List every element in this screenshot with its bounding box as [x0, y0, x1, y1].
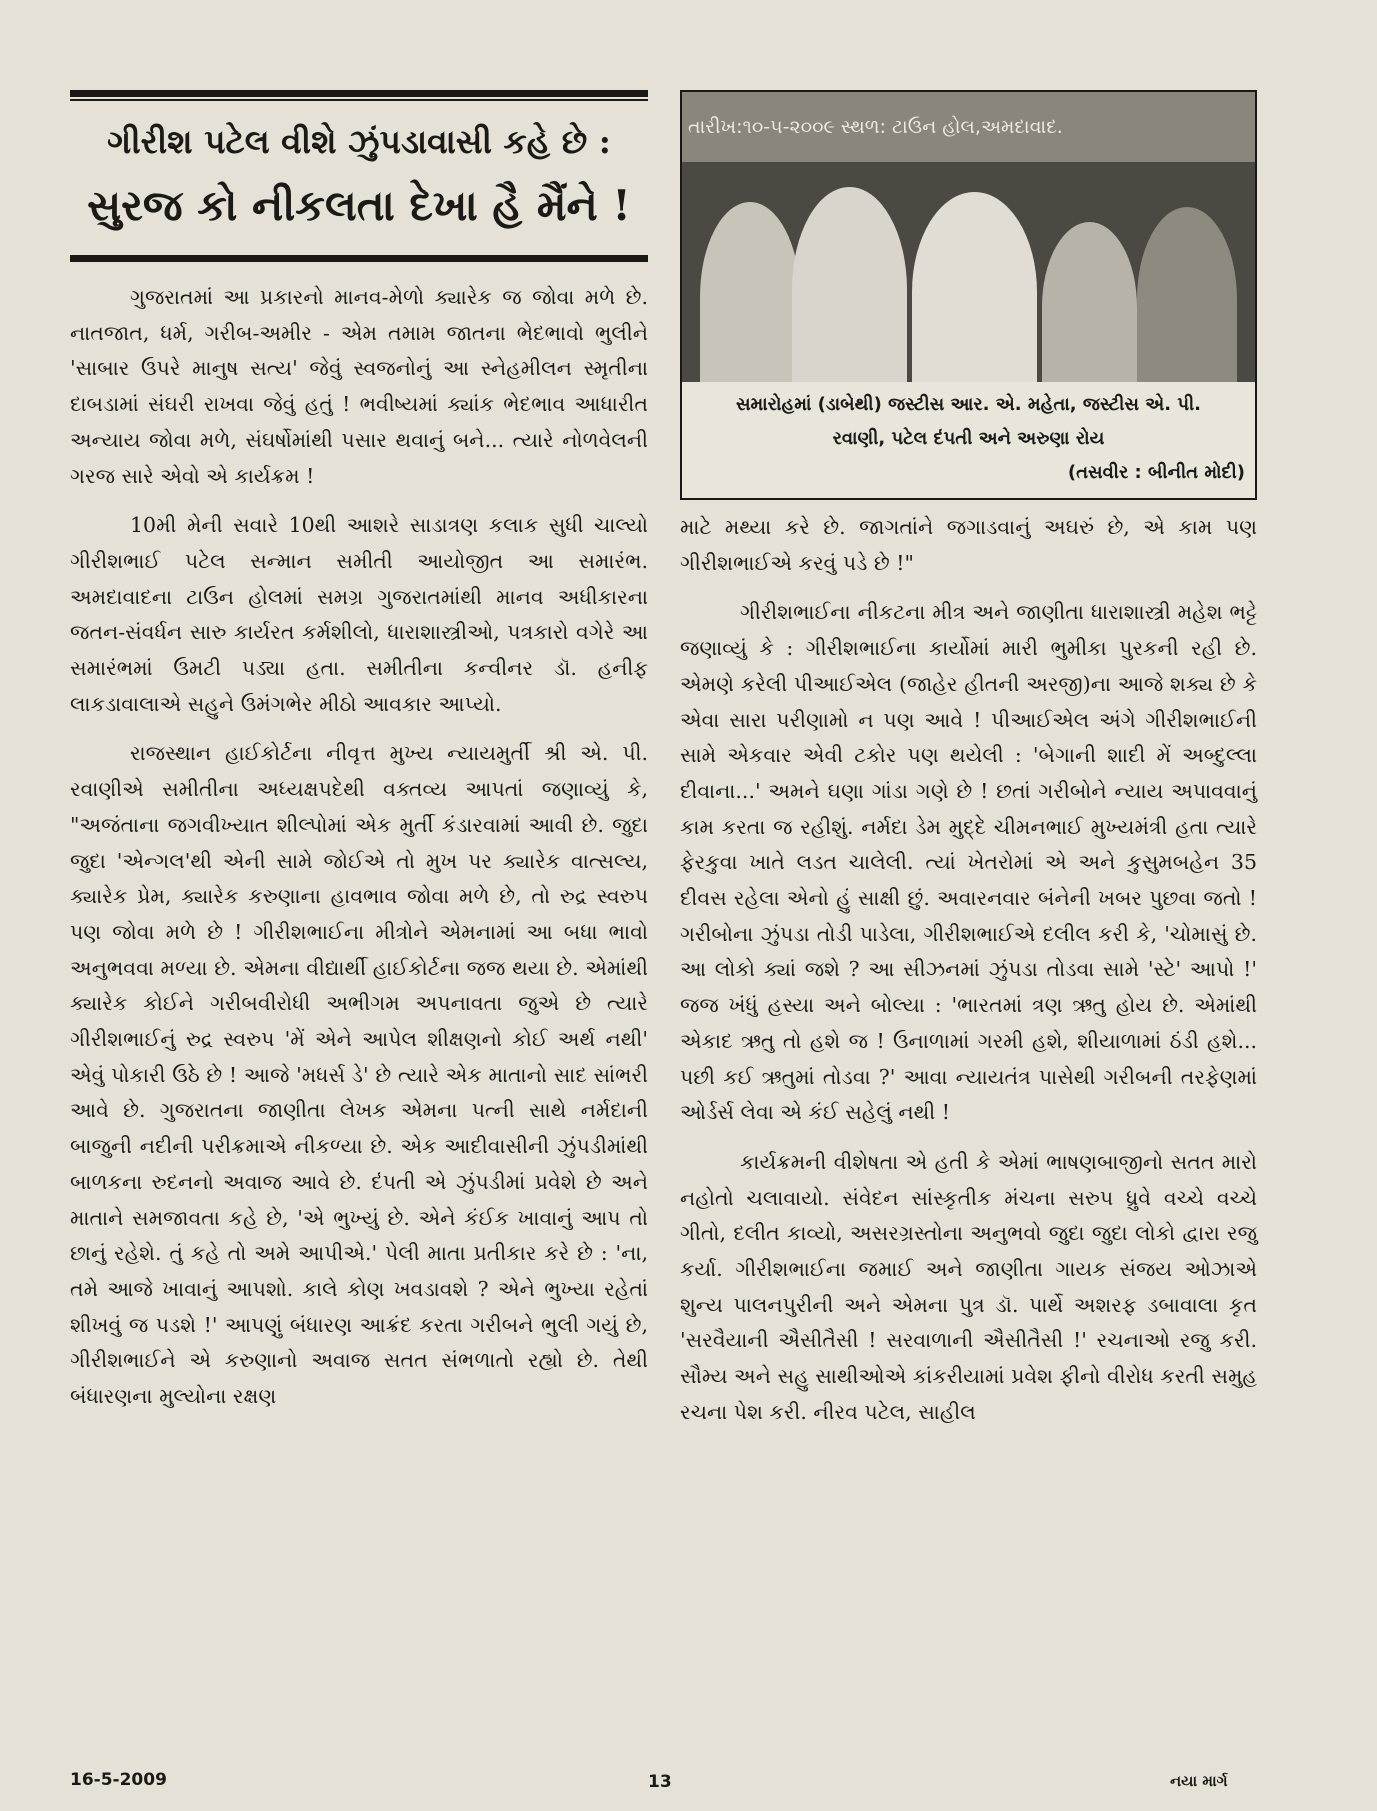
article-paragraph: રાજસ્થાન હાઈકોર્ટના નીવૃત્ત મુખ્ય ન્યાયમુર્તી શ્રી એ. પી. રવાણીએ સમીતીના અધ્યક્ષપદેથી વક્તવ્ય આપતાં જણાવ્યું કે, "અજંતાના જગવીખ્યાત શીલ્પોમાં એક મુર્તી કંડારવામાં આવી છે. જુદા જુદા 'એન્ગલ'થી એની સામે જોઈએ તો મુખ પર ક્યારેક વાત્સલ્ય, ક્યારેક પ્રેમ, ક્યારેક કરુણાના હાવભાવ જોવા મળે છે, તો રુદ્ર સ્વરુપ પણ જોવા મળે છે ! ગીરીશભાઈના મીત્રોને એમનામાં આ બધા ભાવો અનુભવવા મળ્યા છે. એમના વીદ્યાર્થી હાઈકોર્ટના જજ થયા છે. એમાંથી ક્યારેક કોઈને ગરીબવીરોધી અભીગમ અપનાવતા જુએ છે ત્યારે ગીરીશભાઈનું રુદ્ર સ્વરુપ 'મેં એને આપેલ શીક્ષણનો કોઈ અર્થ નથી' એવું પોકારી ઉઠે છે ! આજે 'મધર્સ ડે' છે ત્યારે એક માતાનો સાદ સાંભરી આવે છે. ગુજરાતના જાણીતા લેખક એમના પત્ની સાથે નર્મદાની બાજુની નદીની પરીક્રમાએ નીકળ્યા છે. એક આદીવાસીની ઝુંપડીમાંથી બાળકના રુદનનો અવાજ આવે છે. દંપતી એ ઝુંપડીમાં પ્રવેશે છે અને માતાને સમજાવતા કહે છે, 'એ ભુખ્યું છે. એને કંઈક ખાવાનું આપ તો છાનું રહેશે. તું કહે તો અમે આપીએ.' પેલી માતા પ્રતીકાર કરે છે : 'ના, તમે આજે ખાવાનું આપશો. કાલે કોણ ખવડાવશે ? એને ભુખ્યા રહેતાં શીખવું જ પડશે !' આપણું બંધારણ આક્રંદ કરતા ગરીબને ભુલી ગયું છે, ગીરીશભાઈને એ કરુણાનો અવાજ સતત સંભળાતો રહ્યો છે. તેથી બંધારણના મુલ્યોના રક્ષણ: [70, 741, 648, 1409]
person-figure: [1137, 207, 1237, 382]
article-paragraph: ગીરીશભાઈના નીકટના મીત્ર અને જાણીતા ધારાશાસ્ત્રી મહેશ ભટ્ટે જણાવ્યું કે : ગીરીશભાઈના કાર્યોમાં મારી ભુમીકા પુરકની રહી છે. એમણે કરેલી પીઆઈએલ (જાહેર હીતની અરજી)ના આજે શક્ય છે કે એવા સારા પરીણામો ન પણ આવે ! પીઆઈએલ અંગે ગીરીશભાઈની સામે એકવાર એવી ટકોર પણ થયેલી : 'બેગાની શાદી મેં અબ્દુલ્લા દીવાના...' અમને ઘણા ગાંડા ગણે છે ! છતાં ગરીબોને ન્યાય અપાવવાનું કામ કરતા જ રહીશું. નર્મદા ડેમ મુદ્દે ચીમનભાઈ મુખ્યમંત્રી હતા ત્યારે ફેરકુવા ખાતે લડત ચાલેલી. ત્યાં ખેતરોમાં એ અને કુસુમબહેન 35 દીવસ રહેલા એનો હું સાક્ષી છું. અવારનવાર બંનેની ખબર પુછવા જતો ! ગરીબોના ઝુંપડા તોડી પાડેલા, ગીરીશભાઈએ દલીલ કરી કે, 'ચોમાસું છે. આ લોકો ક્યાં જશે ? આ સીઝનમાં ઝુંપડા તોડવા સામે 'સ્ટે' આપો !' જજ ખંધું હસ્યા અને બોલ્યા : 'ભારતમાં ત્રણ ઋતુ હોય છે. એમાંથી એકાદ ઋતુ તો હશે જ ! ઉનાળામાં ગરમી હશે, શીયાળામાં ઠંડી હશે... પછી કઈ ઋતુમાં તોડવા ?' આવા ન્યાયતંત્ર પાસેથી ગરીબની તરફેણમાં ઓર્ડર્સ લેવા એ કંઈ સહેલું નથી !: [680, 600, 1257, 1125]
event-photo: [682, 92, 1255, 382]
headline-line-1: ગીરીશ પટેલ વીશે ઝુંપડાવાસી કહે છે :: [107, 122, 611, 161]
footer-date: 16-5-2009: [70, 1770, 167, 1790]
photo-credit: (તસવીર : બીનીત મોદી): [1067, 462, 1245, 483]
bottom-rule: [70, 255, 648, 262]
photo-frame: [680, 90, 1257, 500]
person-figure: [792, 187, 907, 382]
headline: [70, 101, 648, 255]
photo-caption: [682, 382, 1255, 498]
left-column: [70, 90, 648, 1429]
right-column: [680, 90, 1257, 1445]
magazine-name: નયા માર્ગ: [1170, 1772, 1228, 1790]
article-paragraph: ગુજરાતમાં આ પ્રકારનો માનવ-મેળો ક્યારેક જ જોવા મળે છે. નાતજાત, ધર્મ, ગરીબ-અમીર - એમ તમામ જાતના ભેદભાવો ભુલીને 'સાબાર ઉપરે માનુષ સત્ય' જેવું સ્વજનોનું આ સ્નેહમીલન સ્મૃતીના દાબડામાં સંઘરી રાખવા જેવું હતું ! ભવીષ્યમાં ક્યાંક ભેદભાવ આધારીત અન્યાય જોવા મળે, સંઘર્ષોમાંથી પસાર થવાનું બને... ત્યારે નોળવેલની ગરજ સારે એવો એ કાર્યક્રમ !: [70, 285, 648, 488]
headline-line-2: સુરજ કો નીકલતા દેખા હૈ મૈંને !: [87, 181, 631, 230]
top-rule: [70, 90, 648, 97]
person-figure: [700, 202, 800, 382]
article-paragraph: માટે મથ્યા કરે છે. જાગતાંને જગાડવાનું અઘરું છે, એ કામ પણ ગીરીશભાઈએ કરવું પડે છે !": [680, 515, 1257, 575]
page-number: 13: [648, 1772, 672, 1792]
photo-banner: તારીખ:૧૦-૫-૨૦૦૯ સ્થળ: ટાઉન હોલ,અમદાવાદ.: [682, 92, 1255, 162]
person-figure: [1042, 222, 1137, 382]
person-figure: [912, 192, 1037, 382]
caption-line: રવાણી, પટેલ દંપતી અને અરુણા રોય: [832, 428, 1105, 449]
caption-line: સમારોહમાં (ડાબેથી) જસ્ટીસ આર. એ. મહેતા, જસ્ટીસ એ. પી.: [735, 394, 1202, 415]
article-paragraph: કાર્યક્રમની વીશેષતા એ હતી કે એમાં ભાષણબાજીનો સતત મારો નહોતો ચલાવાયો. સંવેદન સાંસ્કૃતીક મંચના સરુપ ધ્રુવે વચ્ચે વચ્ચે ગીતો, દલીત કાવ્યો, અસરગ્રસ્તોના અનુભવો જુદા જુદા લોકો દ્વારા રજુ કર્યા. ગીરીશભાઈના જમાઈ અને જાણીતા ગાયક સંજય ઓઝાએ શુન્ય પાલનપુરીની અને એમના પુત્ર ડૉ. પાર્થે અશરફ ડબાવાલા કૃત 'સરવૈયાની ઐસીતૈસી ! સરવાળાની ઐસીતૈસી !' રચનાઓ રજુ કરી. સૌમ્ય અને સહુ સાથીઓએ કાંકરીયામાં પ્રવેશ ફીનો વીરોધ કરતી સમુહ રચના પેશ કરી. નીરવ પટેલ, સાહીલ: [680, 1149, 1257, 1424]
article-paragraph: 10મી મેની સવારે 10થી આશરે સાડાત્રણ કલાક સુધી ચાલ્યો ગીરીશભાઈ પટેલ સન્માન સમીતી આયોજીત આ સમારંભ. અમદાવાદના ટાઉન હોલમાં સમગ્ર ગુજરાતમાંથી માનવ અધીકારના જતન-સંવર્ધન સારુ કાર્યરત કર્મશીલો, ધારાશાસ્ત્રીઓ, પત્રકારો વગેરે આ સમારંભમાં ઉમટી પડ્યા હતા. સમીતીના કન્વીનર ડૉ. હનીફ લાકડાવાલાએ સહુને ઉમંગભેર મીઠો આવકાર આપ્યો.: [70, 513, 648, 716]
